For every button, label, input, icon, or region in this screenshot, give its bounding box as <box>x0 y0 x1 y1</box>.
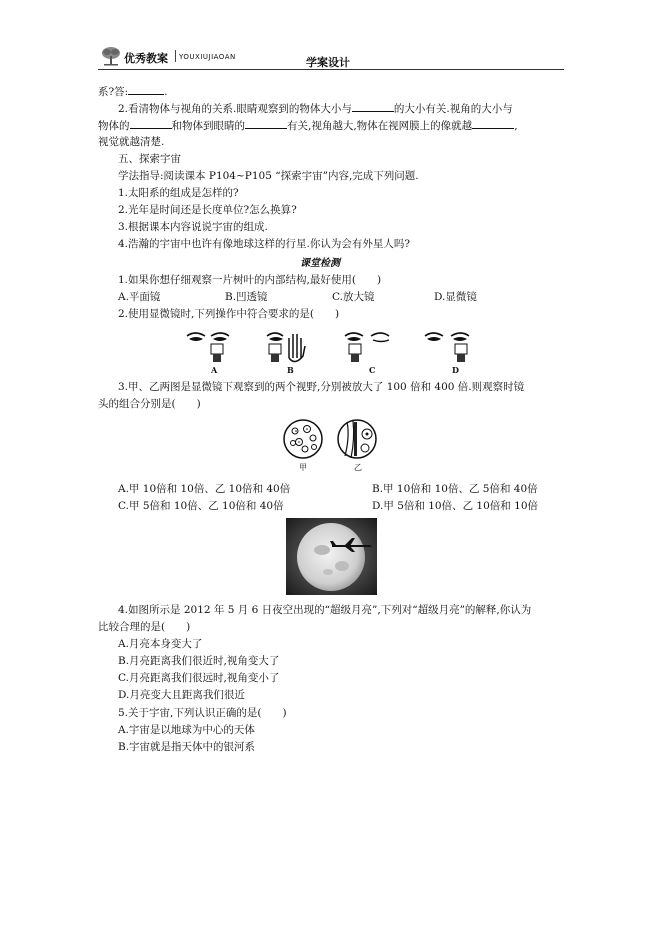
option-5a: A.宇宙是以地球为中心的天体 <box>118 724 255 736</box>
option-3d: D.甲 5倍和 10倍、乙 10倍和 10倍 <box>372 500 538 512</box>
logo-text: 优秀教案 <box>124 52 168 65</box>
figure-d-icon <box>425 333 469 362</box>
check-question-4: 4.如图所示是 2012 年 5 月 6 日夜空出现的“超级月亮”,下列对“超级月亮”的解释,你认为 <box>118 604 532 616</box>
option-4a: A.月亮本身变大了 <box>118 638 203 650</box>
question-3: 3.根据课本内容说说宇宙的组成. <box>118 221 268 233</box>
microscope-field-figure <box>283 418 379 462</box>
option-1b: B.凹透镜 <box>225 291 268 303</box>
line-2: 2.看清物体与视角的关系.眼睛观察到的物体大小与 的大小有关.视角的大小与 <box>118 103 513 115</box>
question-1: 1.太阳系的组成是怎样的? <box>118 187 239 199</box>
option-5b: B.宇宙就是指天体中的银河系 <box>118 741 256 753</box>
eye-eyepiece-figure <box>185 328 480 374</box>
field-yi-icon <box>338 420 376 458</box>
figure-label-c: C <box>369 365 376 375</box>
logo-english: YOUXIUJIAOAN <box>179 53 236 61</box>
tree-logo-icon <box>100 46 122 66</box>
field-jia-icon <box>284 420 322 458</box>
check-question-1: 1.如果你想仔细观察一片树叶的内部结构,最好使用( ) <box>118 274 382 286</box>
option-1d: D.显微镜 <box>434 291 477 303</box>
figure-label-yi: 乙 <box>354 463 362 472</box>
line-3: 物体的 和物体到眼睛的 有关,视角越大,物体在视网膜上的像就越 , <box>98 120 518 132</box>
header-rule <box>98 69 564 70</box>
section-title: 课堂检测 <box>300 258 340 269</box>
option-1a: A.平面镜 <box>118 291 161 303</box>
question-4: 4.浩瀚的宇宙中也许有像地球这样的行星.你认为会有外星人吗? <box>118 238 410 250</box>
check-question-3: 3.甲、乙两图是显微镜下观察到的两个视野,分别被放大了 100 倍和 400 倍.则观察时镜 <box>118 381 525 393</box>
option-3a: A.甲 10倍和 10倍、乙 10倍和 40倍 <box>118 483 291 495</box>
option-3c: C.甲 5倍和 10倍、乙 10倍和 40倍 <box>118 500 284 512</box>
figure-b-icon <box>267 333 305 362</box>
figure-label-b: B <box>287 365 294 375</box>
study-guide: 学法指导:阅读课本 P104~P105 “探索宇宙”内容,完成下列问题. <box>118 170 419 182</box>
check-question-2: 2.使用显微镜时,下列操作中符合要求的是( ) <box>118 308 340 320</box>
line-1: 系?答: . <box>98 86 168 98</box>
option-4d: D.月亮变大且距离我们很近 <box>118 689 245 701</box>
option-4b: B.月亮距离我们很近时,视角变大了 <box>118 655 280 667</box>
line-4: 视觉就越清楚. <box>98 136 165 148</box>
section-5-heading: 五、探索宇宙 <box>118 153 181 165</box>
figure-c-icon <box>345 333 389 362</box>
figure-label-d: D <box>452 365 459 375</box>
figure-label-jia: 甲 <box>299 463 307 472</box>
check-question-4-cont: 比较合理的是( ) <box>98 621 191 633</box>
super-moon-photo <box>286 518 377 595</box>
option-3b: B.甲 10倍和 10倍、乙 5倍和 40倍 <box>372 483 538 495</box>
page-title: 学案设计 <box>306 56 350 69</box>
question-2: 2.光年是时间还是长度单位?怎么换算? <box>118 204 297 216</box>
option-4c: C.月亮距离我们很远时,视角变小了 <box>118 672 280 684</box>
check-question-5: 5.关于宇宙,下列认识正确的是( ) <box>118 707 287 719</box>
figure-a-icon <box>187 333 229 362</box>
check-question-3-cont: 头的组合分别是( ) <box>98 398 201 410</box>
logo-divider <box>175 50 176 62</box>
option-1c: C.放大镜 <box>332 291 375 303</box>
figure-label-a: A <box>211 365 218 375</box>
